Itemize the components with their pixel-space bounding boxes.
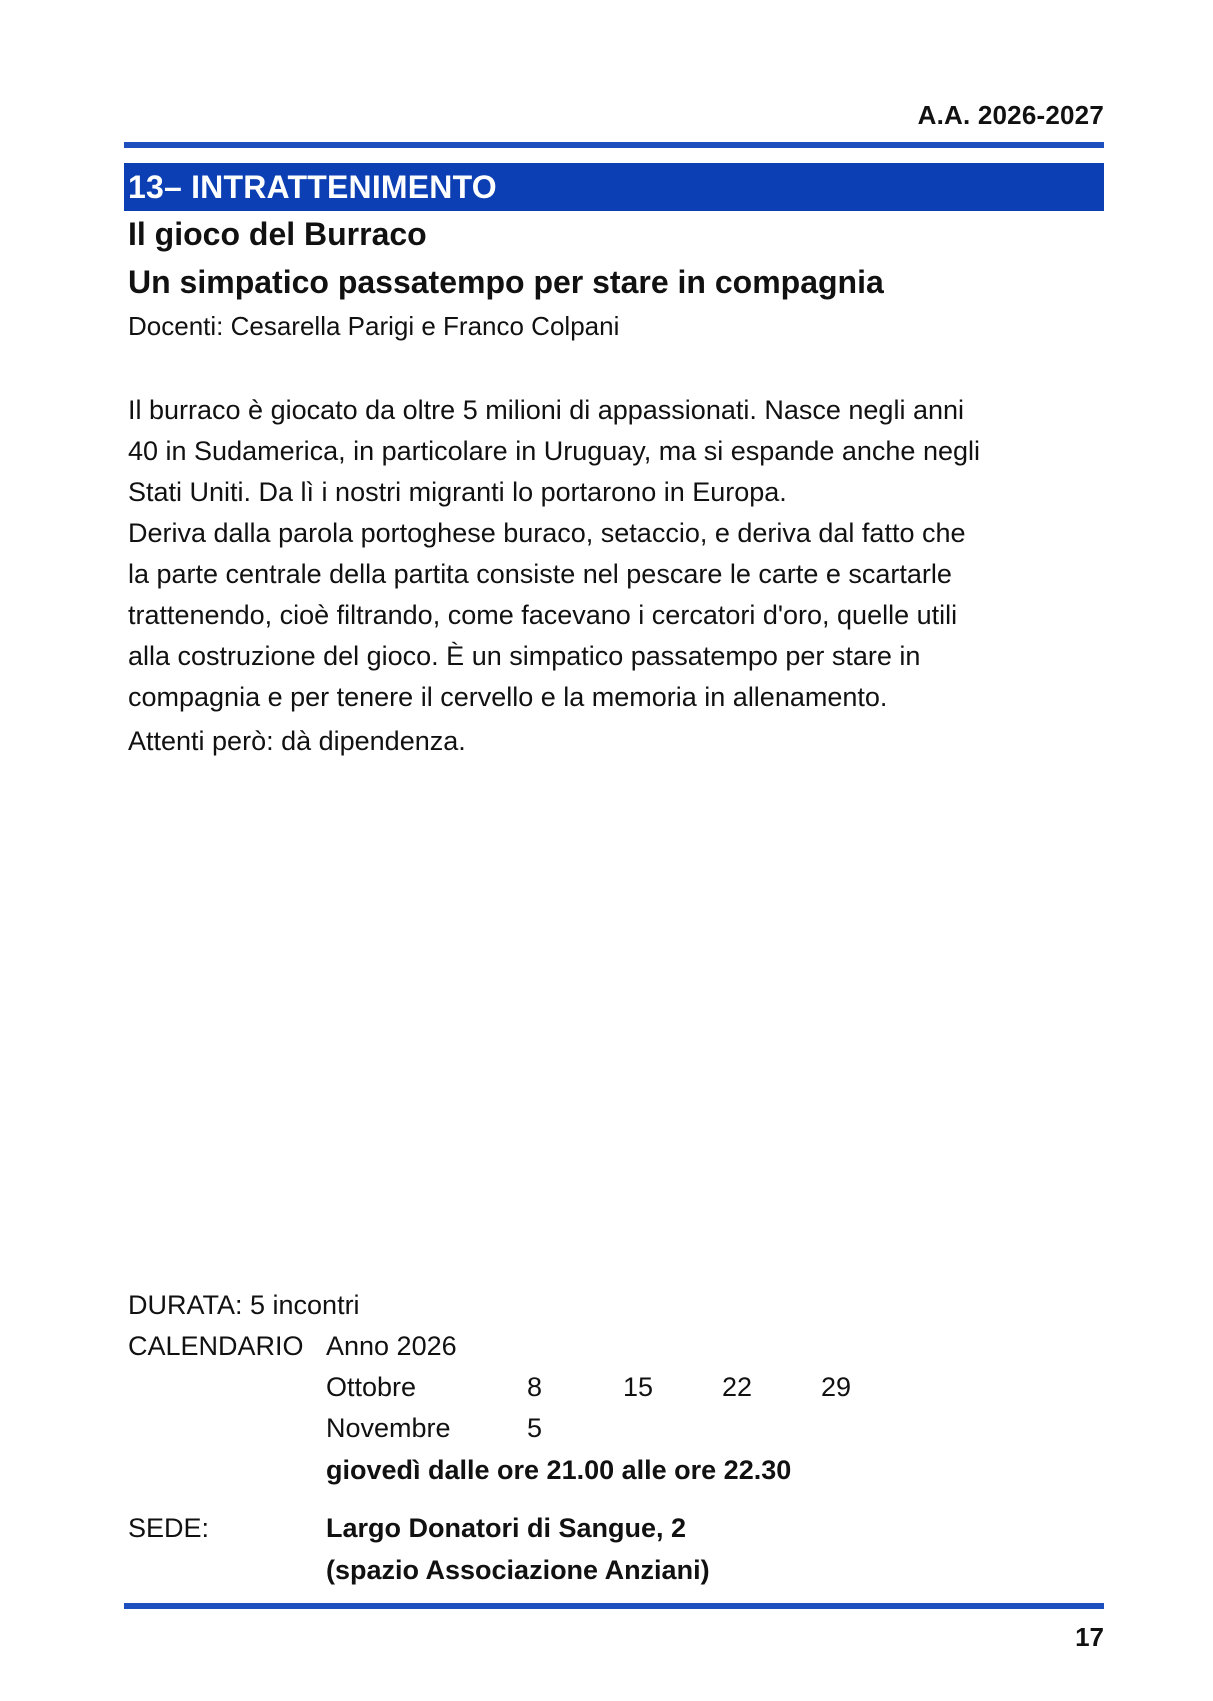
description-line: compagnia e per tenere il cervello e la memoria in allenamento.: [128, 682, 888, 712]
calendar-month-october: Ottobre: [326, 1372, 417, 1402]
academic-year: A.A. 2026-2027: [917, 100, 1104, 130]
calendar-label: CALENDARIO: [128, 1331, 304, 1361]
venue-label: SEDE:: [128, 1513, 210, 1543]
course-duration: DURATA: 5 incontri: [128, 1290, 360, 1320]
calendar-day: 22: [722, 1372, 753, 1402]
calendar-day: 5: [527, 1413, 543, 1443]
course-schedule: giovedì dalle ore 21.00 alle ore 22.30: [326, 1455, 792, 1485]
description-line: Stati Uniti. Da lì i nostri migranti lo portarono in Europa.: [128, 477, 787, 507]
calendar-day: 15: [623, 1372, 654, 1402]
course-teachers: Docenti: Cesarella Parigi e Franco Colpani: [128, 311, 620, 341]
course-subtitle: Un simpatico passatempo per stare in compagnia: [128, 264, 884, 300]
section-title: 13– INTRATTENIMENTO: [124, 163, 1104, 211]
calendar-month-november: Novembre: [326, 1413, 451, 1443]
description-line: Deriva dalla parola portoghese buraco, setaccio, e deriva dal fatto che: [128, 518, 966, 548]
description-line: la parte centrale della partita consiste nel pescare le carte e scartarle: [128, 559, 952, 589]
course-title: Il gioco del Burraco: [128, 216, 427, 252]
description-line: Il burraco è giocato da oltre 5 milioni di appassionati. Nasce negli anni: [128, 395, 964, 425]
venue-note: (spazio Associazione Anziani): [326, 1555, 710, 1585]
description-line: 40 in Sudamerica, in particolare in Uruguay, ma si espande anche negli: [128, 436, 980, 466]
footer-divider: [124, 1603, 1104, 1609]
description-line: trattenendo, cioè filtrando, come facevano i cercatori d'oro, quelle utili: [128, 600, 958, 630]
calendar-day: 8: [527, 1372, 543, 1402]
page-number: 17: [1075, 1622, 1104, 1652]
venue-address: Largo Donatori di Sangue, 2: [326, 1513, 687, 1543]
description-line: alla costruzione del gioco. È un simpatico passatempo per stare in: [128, 641, 921, 671]
course-description: [128, 390, 1118, 762]
header-divider: [124, 142, 1104, 148]
description-warning: Attenti però: dà dipendenza.: [128, 726, 466, 756]
calendar-year: Anno 2026: [326, 1331, 457, 1361]
calendar-day: 29: [821, 1372, 852, 1402]
